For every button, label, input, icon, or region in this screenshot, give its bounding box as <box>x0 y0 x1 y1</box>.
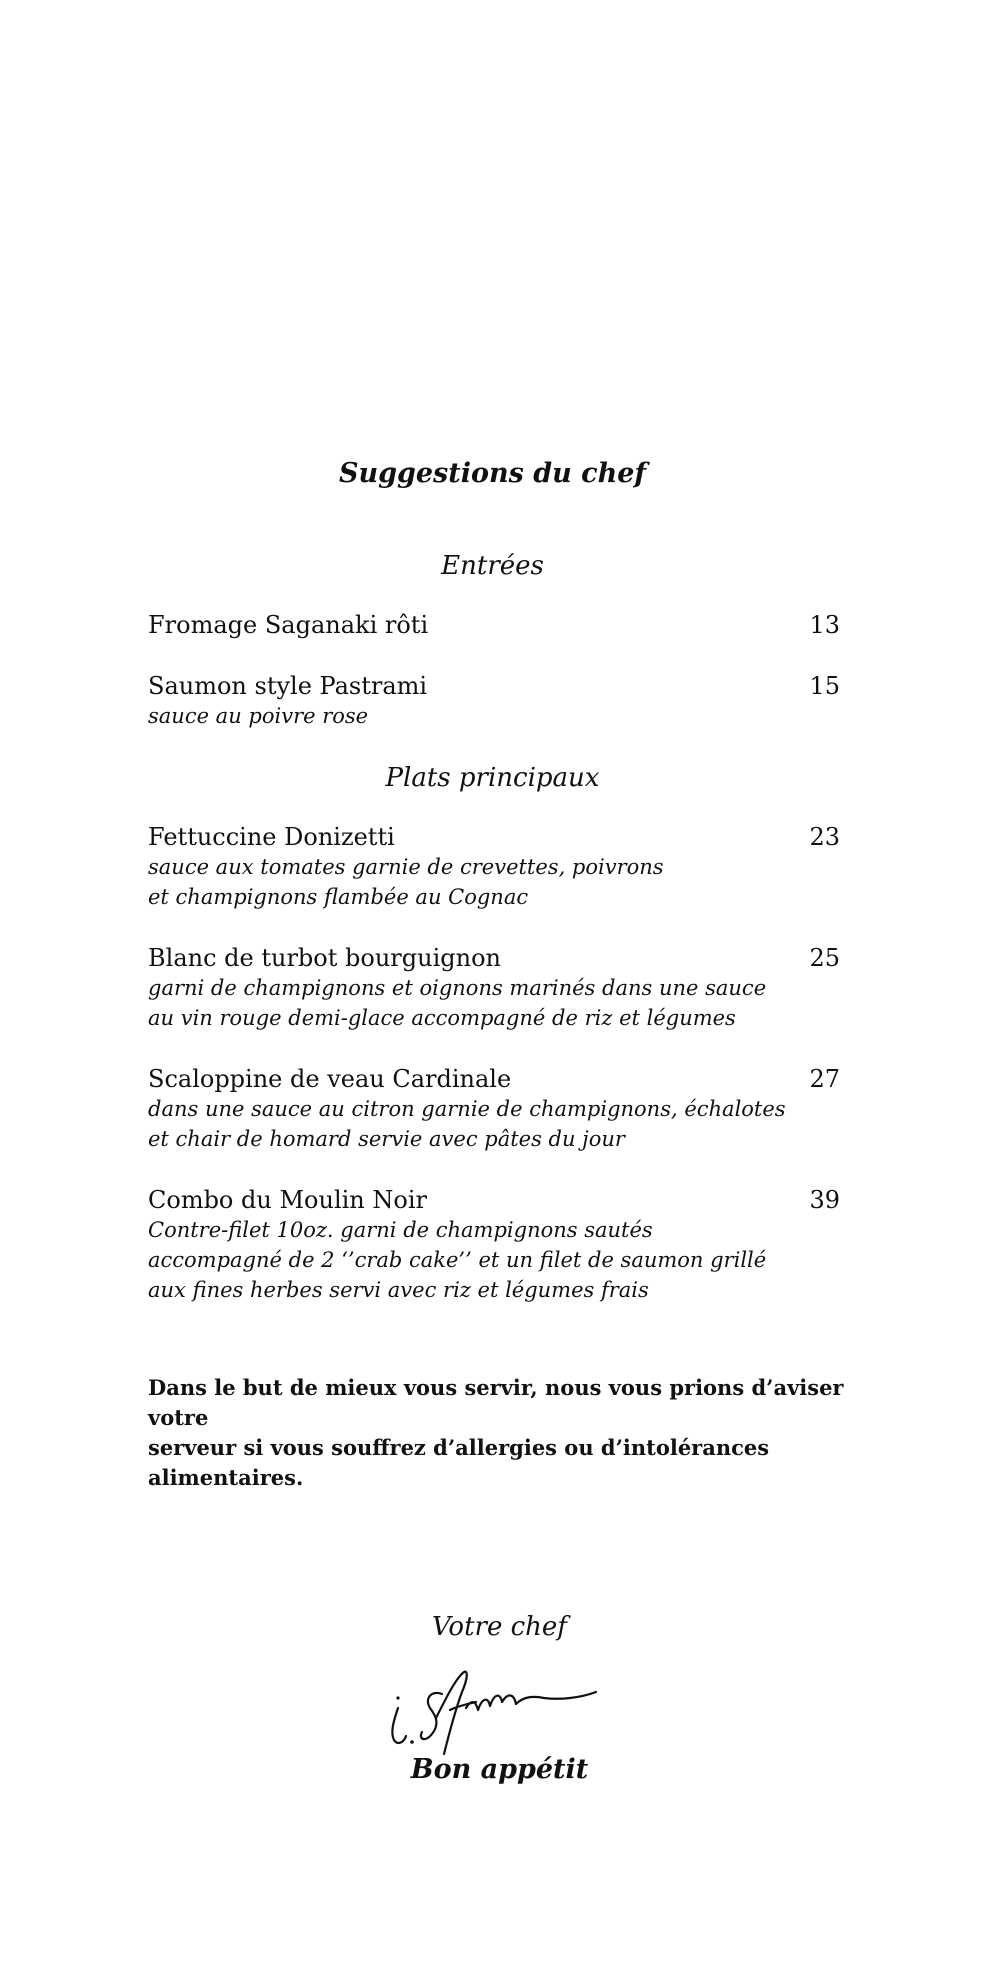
item-name: Combo du Moulin Noir <box>148 1186 427 1214</box>
allergy-note <box>148 1373 848 1493</box>
closing-text: Bon appétit <box>410 1754 589 1785</box>
item-price: 39 <box>809 1186 840 1214</box>
item-name: Scaloppine de veau Cardinale <box>148 1065 512 1093</box>
item-description: garni de champignons et oignons marinés dans une sauce <box>148 976 767 1000</box>
menu-item <box>148 822 840 912</box>
chef-label: Votre chef <box>432 1612 567 1642</box>
page-title: Suggestions du chef <box>338 458 646 489</box>
menu-item <box>148 943 840 1033</box>
item-description: au vin rouge demi-glace accompagné de riz et légumes <box>148 1006 736 1030</box>
item-name: Fettuccine Donizetti <box>148 823 395 851</box>
item-description: accompagné de 2 ‘’crab cake’’ et un filet de saumon grillé <box>148 1248 767 1272</box>
item-price: 13 <box>809 611 840 639</box>
item-price: 25 <box>809 944 840 972</box>
allergy-note-line: serveur si vous souffrez d’allergies ou d’intolérances alimentaires. <box>148 1435 770 1490</box>
section-heading-plats-principaux: Plats principaux <box>385 763 600 793</box>
item-description: sauce au poivre rose <box>148 704 369 728</box>
item-description: dans une sauce au citron garnie de champignons, échalotes <box>148 1097 786 1121</box>
item-description: aux fines herbes servi avec riz et légumes frais <box>148 1278 649 1302</box>
chef-signature <box>384 1658 604 1758</box>
item-description: sauce aux tomates garnie de crevettes, poivrons <box>148 855 664 879</box>
item-description: et chair de homard servie avec pâtes du jour <box>148 1127 625 1151</box>
item-description: Contre-filet 10oz. garni de champignons sautés <box>148 1218 653 1242</box>
item-name: Fromage Saganaki rôti <box>148 611 429 639</box>
item-name: Blanc de turbot bourguignon <box>148 944 501 972</box>
item-name: Saumon style Pastrami <box>148 672 428 700</box>
section-heading-entrees: Entrées <box>441 551 544 581</box>
menu-item <box>148 1064 840 1154</box>
item-description: et champignons flambée au Cognac <box>148 885 529 909</box>
item-price: 15 <box>809 672 840 700</box>
menu-item <box>148 671 840 731</box>
menu-item <box>148 1185 840 1305</box>
item-price: 27 <box>809 1065 840 1093</box>
menu-item <box>148 610 840 640</box>
item-price: 23 <box>809 823 840 851</box>
allergy-note-line: Dans le but de mieux vous servir, nous vous prions d’aviser votre <box>148 1375 844 1430</box>
